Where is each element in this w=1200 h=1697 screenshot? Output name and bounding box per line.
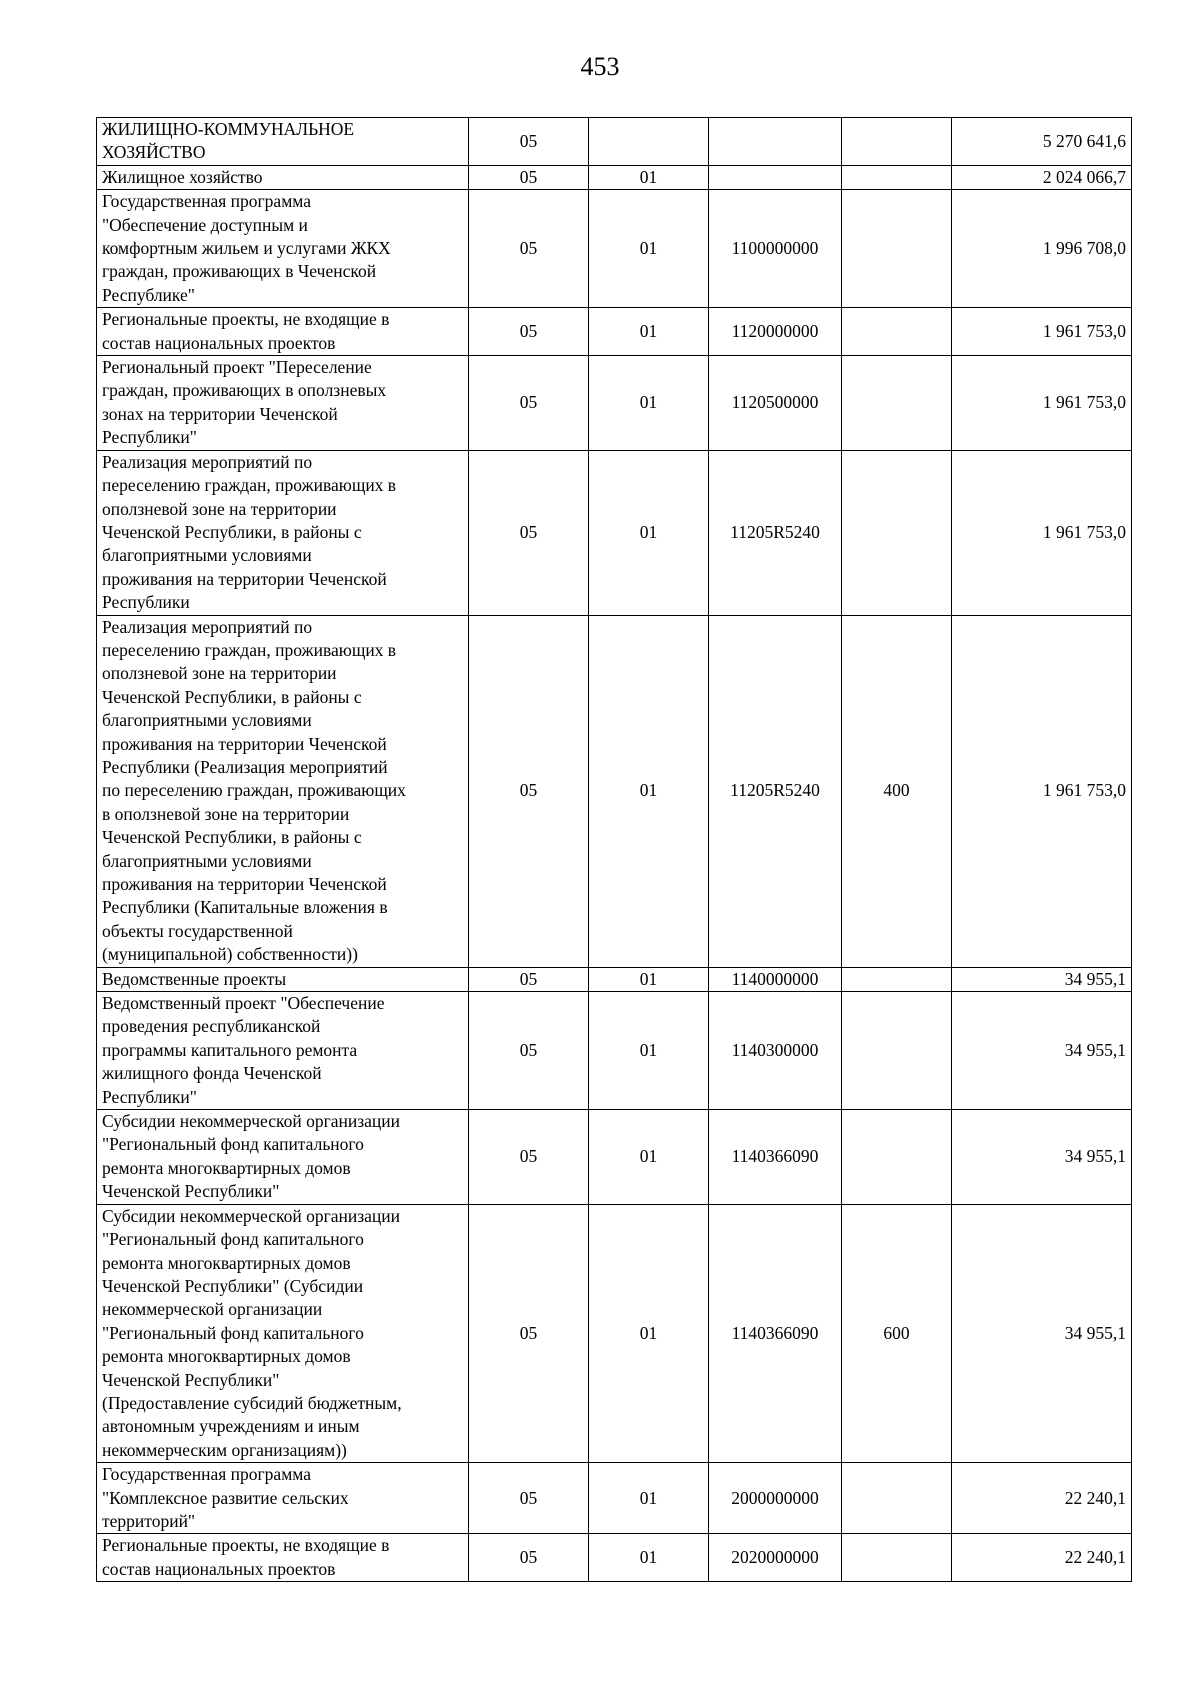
table-row [97, 1204, 1132, 1462]
amount-cell: 1 961 753,0 [952, 615, 1132, 967]
amount-cell: 22 240,1 [952, 1463, 1132, 1534]
table-row [97, 992, 1132, 1110]
amount-cell: 34 955,1 [952, 1110, 1132, 1205]
section-code-cell: 05 [469, 308, 589, 356]
target-article-cell: 1120000000 [709, 308, 842, 356]
subsection-code-cell: 01 [589, 190, 709, 308]
subsection-code-cell: 01 [589, 356, 709, 451]
amount-cell: 2 024 066,7 [952, 165, 1132, 189]
budget-table [96, 117, 1132, 1582]
subsection-code-cell: 01 [589, 450, 709, 615]
target-article-cell: 1140000000 [709, 967, 842, 991]
section-code-cell: 05 [469, 450, 589, 615]
subsection-code-cell: 01 [589, 1110, 709, 1205]
expense-type-cell: 400 [842, 615, 952, 967]
target-article-cell: 1100000000 [709, 190, 842, 308]
row-name-cell: Региональный проект "Переселение граждан, проживающих в оползневых зонах на территории Чеченской Республики" [97, 356, 469, 451]
expense-type-cell [842, 1534, 952, 1582]
target-article-cell: 1120500000 [709, 356, 842, 451]
table-row [97, 1110, 1132, 1205]
section-code-cell: 05 [469, 992, 589, 1110]
amount-cell: 1 961 753,0 [952, 308, 1132, 356]
subsection-code-cell: 01 [589, 1204, 709, 1462]
target-article-cell [709, 118, 842, 166]
expense-type-cell [842, 165, 952, 189]
table-row [97, 356, 1132, 451]
amount-cell: 1 996 708,0 [952, 190, 1132, 308]
expense-type-cell [842, 1110, 952, 1205]
target-article-cell: 2000000000 [709, 1463, 842, 1534]
section-code-cell: 05 [469, 1463, 589, 1534]
amount-cell: 34 955,1 [952, 1204, 1132, 1462]
row-name-cell: Субсидии некоммерческой организации "Региональный фонд капитального ремонта многоквартирных домов Чеченской Республики" (Субсидии некоммерческой организации "Региональный фонд капитального ремонта многоквартирных домов Чеченской Республики" (Предоставление субсидий бюджетным, автономным учреждениям и иным некоммерческим организациям)) [97, 1204, 469, 1462]
expense-type-cell [842, 450, 952, 615]
subsection-code-cell: 01 [589, 1463, 709, 1534]
row-name-cell: ЖИЛИЩНО-КОММУНАЛЬНОЕ ХОЗЯЙСТВО [97, 118, 469, 166]
section-code-cell: 05 [469, 356, 589, 451]
amount-cell: 22 240,1 [952, 1534, 1132, 1582]
subsection-code-cell: 01 [589, 165, 709, 189]
amount-cell: 5 270 641,6 [952, 118, 1132, 166]
section-code-cell: 05 [469, 165, 589, 189]
target-article-cell: 11205R5240 [709, 615, 842, 967]
table-row [97, 1463, 1132, 1534]
section-code-cell: 05 [469, 1534, 589, 1582]
subsection-code-cell: 01 [589, 992, 709, 1110]
expense-type-cell: 600 [842, 1204, 952, 1462]
target-article-cell: 2020000000 [709, 1534, 842, 1582]
expense-type-cell [842, 308, 952, 356]
budget-table-body [97, 118, 1132, 1582]
table-row [97, 190, 1132, 308]
row-name-cell: Государственная программа "Обеспечение доступным и комфортным жильем и услугами ЖКХ граждан, проживающих в Чеченской Республике" [97, 190, 469, 308]
table-row [97, 165, 1132, 189]
row-name-cell: Региональные проекты, не входящие в состав национальных проектов [97, 1534, 469, 1582]
amount-cell: 34 955,1 [952, 992, 1132, 1110]
expense-type-cell [842, 118, 952, 166]
target-article-cell: 1140366090 [709, 1204, 842, 1462]
subsection-code-cell: 01 [589, 967, 709, 991]
table-row [97, 1534, 1132, 1582]
section-code-cell: 05 [469, 967, 589, 991]
expense-type-cell [842, 190, 952, 308]
amount-cell: 1 961 753,0 [952, 450, 1132, 615]
section-code-cell: 05 [469, 118, 589, 166]
table-row [97, 450, 1132, 615]
expense-type-cell [842, 967, 952, 991]
section-code-cell: 05 [469, 615, 589, 967]
target-article-cell: 11205R5240 [709, 450, 842, 615]
row-name-cell: Региональные проекты, не входящие в состав национальных проектов [97, 308, 469, 356]
expense-type-cell [842, 992, 952, 1110]
row-name-cell: Государственная программа "Комплексное развитие сельских территорий" [97, 1463, 469, 1534]
row-name-cell: Субсидии некоммерческой организации "Региональный фонд капитального ремонта многоквартирных домов Чеченской Республики" [97, 1110, 469, 1205]
table-row [97, 967, 1132, 991]
row-name-cell: Реализация мероприятий по переселению граждан, проживающих в оползневой зоне на территории Чеченской Республики, в районы с благоприятными условиями проживания на территории Чеченской Республики [97, 450, 469, 615]
expense-type-cell [842, 1463, 952, 1534]
amount-cell: 34 955,1 [952, 967, 1132, 991]
table-row [97, 118, 1132, 166]
target-article-cell: 1140300000 [709, 992, 842, 1110]
table-row [97, 308, 1132, 356]
section-code-cell: 05 [469, 1110, 589, 1205]
subsection-code-cell [589, 118, 709, 166]
subsection-code-cell: 01 [589, 615, 709, 967]
row-name-cell: Ведомственный проект "Обеспечение проведения республиканской программы капитального ремонта жилищного фонда Чеченской Республики" [97, 992, 469, 1110]
expense-type-cell [842, 356, 952, 451]
subsection-code-cell: 01 [589, 308, 709, 356]
target-article-cell: 1140366090 [709, 1110, 842, 1205]
row-name-cell: Реализация мероприятий по переселению граждан, проживающих в оползневой зоне на территории Чеченской Республики, в районы с благоприятными условиями проживания на территории Чеченской Республики (Реализация мероприятий по переселению граждан, проживающих в оползневой зоне на территории Чеченской Республики, в районы с благоприятными условиями проживания на территории Чеченской Республики (Капитальные вложения в объекты государственной (муниципальной) собственности)) [97, 615, 469, 967]
target-article-cell [709, 165, 842, 189]
row-name-cell: Ведомственные проекты [97, 967, 469, 991]
page-number: 453 [580, 52, 620, 81]
table-row [97, 615, 1132, 967]
section-code-cell: 05 [469, 190, 589, 308]
row-name-cell: Жилищное хозяйство [97, 165, 469, 189]
amount-cell: 1 961 753,0 [952, 356, 1132, 451]
subsection-code-cell: 01 [589, 1534, 709, 1582]
section-code-cell: 05 [469, 1204, 589, 1462]
